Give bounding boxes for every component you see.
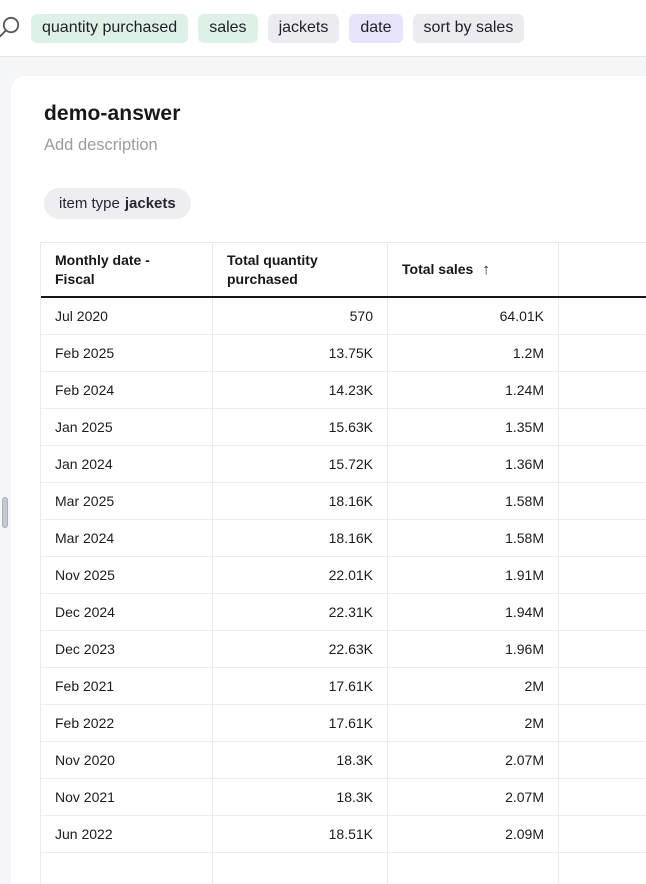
table-row [41,298,646,335]
search-token-label: quantity purchased [42,19,178,36]
cell-total-quantity: 17.61K [213,668,388,705]
cell-total-quantity [213,853,388,884]
cell-total-quantity: 15.63K [213,409,388,446]
filter-chip-value: jackets [124,195,176,212]
results-table [40,242,646,884]
cell-monthly-date: Feb 2021 [41,668,213,705]
cell-total-sales: 1.94M [388,594,559,631]
cell-total-sales: 1.58M [388,483,559,520]
answer-title[interactable]: demo-answer [44,102,181,125]
cell-total-sales [388,853,559,884]
cell-empty [559,372,646,409]
column-header-total-sales[interactable]: Total sales ↑ [388,243,559,296]
table-row [41,705,646,742]
cell-monthly-date: Feb 2025 [41,335,213,372]
filter-chip-item-type[interactable] [44,188,191,219]
cell-total-sales: 1.24M [388,372,559,409]
cell-monthly-date: Feb 2024 [41,372,213,409]
cell-empty [559,483,646,520]
cell-monthly-date: Dec 2023 [41,631,213,668]
cell-total-sales: 2.07M [388,742,559,779]
column-header-total-quantity[interactable]: Total quantity purchased [213,243,388,296]
column-header-empty[interactable] [559,243,646,296]
cell-total-sales: 2.07M [388,779,559,816]
cell-monthly-date: Dec 2024 [41,594,213,631]
cell-empty [559,742,646,779]
column-header-monthly-date[interactable]: Monthly date - Fiscal [41,243,213,296]
left-scrollbar-handle[interactable] [2,497,8,528]
search-token-list [31,14,524,43]
cell-empty [559,779,646,816]
filter-chip-label: item type [59,195,120,212]
table-row [41,557,646,594]
search-token[interactable] [268,14,340,43]
cell-empty [559,298,646,335]
cell-empty [559,705,646,742]
cell-monthly-date: Feb 2022 [41,705,213,742]
cell-total-quantity: 22.63K [213,631,388,668]
cell-total-sales: 1.2M [388,335,559,372]
search-token[interactable] [413,14,525,43]
cell-total-sales: 1.96M [388,631,559,668]
cell-empty [559,594,646,631]
cell-monthly-date: Nov 2025 [41,557,213,594]
cell-total-sales: 2M [388,705,559,742]
cell-total-quantity: 22.01K [213,557,388,594]
search-token[interactable] [349,14,402,43]
cell-empty [559,668,646,705]
cell-empty [559,853,646,884]
cell-total-quantity: 18.3K [213,779,388,816]
search-icon[interactable] [0,13,23,43]
cell-total-sales: 1.35M [388,409,559,446]
cell-total-sales: 2M [388,668,559,705]
cell-total-sales: 64.01K [388,298,559,335]
cell-total-quantity: 18.51K [213,816,388,853]
table-row [41,520,646,557]
cell-monthly-date: Mar 2024 [41,520,213,557]
table-row [41,742,646,779]
search-token[interactable] [198,14,257,43]
table-row [41,594,646,631]
table-row [41,779,646,816]
table-body [41,298,646,884]
table-row [41,409,646,446]
table-row [41,372,646,409]
cell-total-sales: 2.09M [388,816,559,853]
cell-empty [559,816,646,853]
cell-monthly-date: Jan 2024 [41,446,213,483]
cell-total-quantity: 13.75K [213,335,388,372]
answer-card [11,76,646,884]
cell-total-sales: 1.91M [388,557,559,594]
cell-empty [559,409,646,446]
search-token-label: sales [209,19,247,36]
cell-monthly-date: Jun 2022 [41,816,213,853]
cell-total-quantity: 570 [213,298,388,335]
search-bar[interactable] [0,0,646,57]
cell-empty [559,557,646,594]
cell-empty [559,446,646,483]
search-token-label: date [360,19,392,36]
table-row [41,816,646,853]
search-token-label: jackets [278,19,329,36]
cell-total-quantity: 22.31K [213,594,388,631]
table-row [41,668,646,705]
table-row [41,335,646,372]
search-token-label: sort by sales [423,19,514,36]
cell-total-quantity: 17.61K [213,705,388,742]
cell-empty [559,335,646,372]
cell-empty [559,520,646,557]
cell-total-quantity: 18.16K [213,520,388,557]
cell-total-sales: 1.58M [388,520,559,557]
cell-total-sales: 1.36M [388,446,559,483]
cell-monthly-date: Jan 2025 [41,409,213,446]
table-row-partial [41,853,646,884]
table-row [41,483,646,520]
cell-monthly-date: Nov 2021 [41,779,213,816]
cell-total-quantity: 18.3K [213,742,388,779]
cell-total-quantity: 14.23K [213,372,388,409]
cell-monthly-date [41,853,213,884]
cell-total-quantity: 15.72K [213,446,388,483]
table-header-row [41,243,646,298]
table-row [41,631,646,668]
cell-total-quantity: 18.16K [213,483,388,520]
description-placeholder[interactable]: Add description [44,136,158,154]
table-row [41,446,646,483]
cell-monthly-date: Mar 2025 [41,483,213,520]
cell-monthly-date: Nov 2020 [41,742,213,779]
sort-ascending-icon[interactable]: ↑ [482,260,490,278]
cell-empty [559,631,646,668]
search-token[interactable] [31,14,188,43]
cell-monthly-date: Jul 2020 [41,298,213,335]
